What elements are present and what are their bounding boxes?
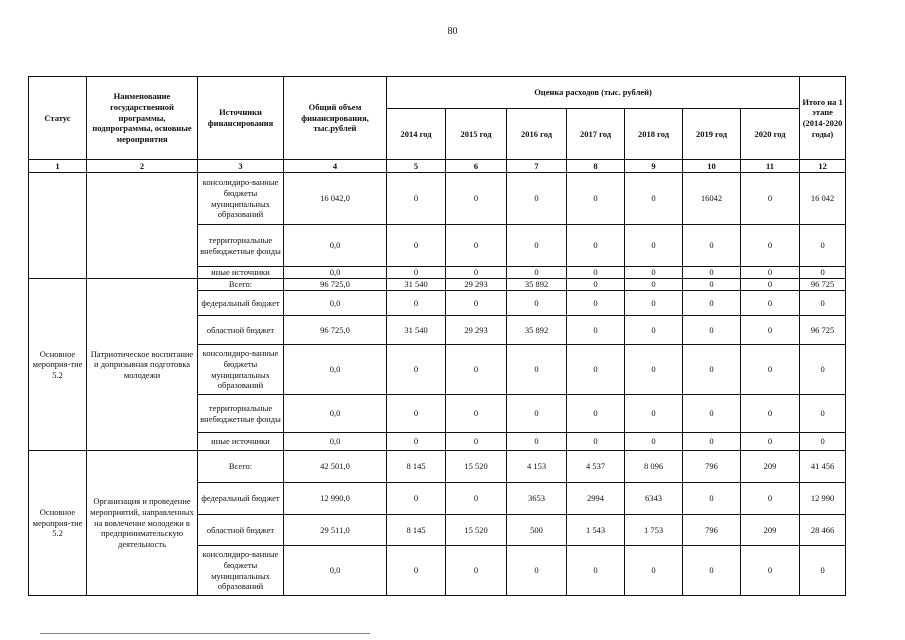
year-value-cell: 0 xyxy=(567,546,625,596)
header-total-stage: Итого на 1 этапе (2014-2020 годы) xyxy=(800,77,846,160)
year-value-cell: 0 xyxy=(446,173,507,225)
column-number: 5 xyxy=(387,160,446,173)
stage-total-cell: 16 042 xyxy=(800,173,846,225)
column-number-row xyxy=(29,160,846,173)
year-value-cell: 0 xyxy=(683,267,741,279)
stage-total-cell: 96 725 xyxy=(800,279,846,291)
year-value-cell: 0 xyxy=(446,546,507,596)
year-value-cell: 0 xyxy=(741,279,800,291)
year-value-cell: 0 xyxy=(741,173,800,225)
year-value-cell: 0 xyxy=(507,345,567,395)
year-value-cell: 0 xyxy=(507,433,567,451)
total-volume-cell: 0,0 xyxy=(284,395,387,433)
total-volume-cell: 0,0 xyxy=(284,225,387,267)
total-volume-cell: 0,0 xyxy=(284,546,387,596)
column-number: 1 xyxy=(29,160,87,173)
stage-total-cell: 0 xyxy=(800,395,846,433)
year-value-cell: 6343 xyxy=(625,483,683,515)
year-value-cell: 0 xyxy=(625,279,683,291)
year-value-cell: 8 145 xyxy=(387,515,446,546)
column-number: 12 xyxy=(800,160,846,173)
year-value-cell: 0 xyxy=(625,316,683,345)
table-row xyxy=(29,173,846,225)
year-value-cell: 0 xyxy=(567,267,625,279)
year-value-cell: 15 520 xyxy=(446,515,507,546)
year-value-cell: 4 153 xyxy=(507,451,567,483)
year-value-cell: 0 xyxy=(387,546,446,596)
source-cell: федеральный бюджет xyxy=(198,291,284,316)
source-cell: территориальные внебюджетные фонды xyxy=(198,395,284,433)
year-value-cell: 1 753 xyxy=(625,515,683,546)
year-value-cell: 8 145 xyxy=(387,451,446,483)
year-value-cell: 0 xyxy=(683,546,741,596)
year-value-cell: 209 xyxy=(741,515,800,546)
program-name-cell xyxy=(87,173,198,279)
total-volume-cell: 0,0 xyxy=(284,345,387,395)
stage-total-cell: 0 xyxy=(800,225,846,267)
total-volume-cell: 0,0 xyxy=(284,433,387,451)
source-cell: консолидиро-ванные бюджеты муниципальных образований xyxy=(198,345,284,395)
column-number: 2 xyxy=(87,160,198,173)
stage-total-cell: 0 xyxy=(800,433,846,451)
header-year: 2020 год xyxy=(741,109,800,160)
source-cell: территориальные внебюджетные фонды xyxy=(198,225,284,267)
column-number: 10 xyxy=(683,160,741,173)
year-value-cell: 0 xyxy=(741,316,800,345)
year-value-cell: 0 xyxy=(683,316,741,345)
year-value-cell: 15 520 xyxy=(446,451,507,483)
year-value-cell: 0 xyxy=(387,267,446,279)
year-value-cell: 3653 xyxy=(507,483,567,515)
source-cell: консолидиро-ванные бюджеты муниципальных образований xyxy=(198,173,284,225)
year-value-cell: 4 537 xyxy=(567,451,625,483)
year-value-cell: 0 xyxy=(387,173,446,225)
header-estimate: Оценка расходов (тыс. рублей) xyxy=(387,77,800,109)
column-number: 7 xyxy=(507,160,567,173)
year-value-cell: 31 540 xyxy=(387,316,446,345)
source-cell: иные источники xyxy=(198,267,284,279)
source-cell: областной бюджет xyxy=(198,316,284,345)
year-value-cell: 0 xyxy=(567,316,625,345)
header-year: 2014 год xyxy=(387,109,446,160)
year-value-cell: 0 xyxy=(741,267,800,279)
status-cell: Основное мероприя-тие 5.2 xyxy=(29,451,87,596)
year-value-cell: 16042 xyxy=(683,173,741,225)
year-value-cell: 0 xyxy=(567,433,625,451)
stage-total-cell: 41 456 xyxy=(800,451,846,483)
year-value-cell: 0 xyxy=(507,173,567,225)
year-value-cell: 0 xyxy=(625,173,683,225)
source-cell: федеральный бюджет xyxy=(198,483,284,515)
year-value-cell: 35 892 xyxy=(507,316,567,345)
year-value-cell: 0 xyxy=(446,291,507,316)
year-value-cell: 0 xyxy=(683,291,741,316)
year-value-cell: 0 xyxy=(387,291,446,316)
stage-total-cell: 96 725 xyxy=(800,316,846,345)
header-sources: Источники финансирования xyxy=(198,77,284,160)
total-volume-cell: 96 725,0 xyxy=(284,279,387,291)
table-body xyxy=(29,173,846,596)
year-value-cell: 0 xyxy=(446,267,507,279)
source-cell: иные источники xyxy=(198,433,284,451)
year-value-cell: 0 xyxy=(567,225,625,267)
column-number: 3 xyxy=(198,160,284,173)
year-value-cell: 0 xyxy=(683,345,741,395)
year-value-cell: 0 xyxy=(741,225,800,267)
year-value-cell: 0 xyxy=(683,279,741,291)
year-value-cell: 0 xyxy=(507,225,567,267)
year-value-cell: 35 892 xyxy=(507,279,567,291)
year-value-cell: 0 xyxy=(683,395,741,433)
budget-table xyxy=(28,76,846,596)
year-value-cell: 0 xyxy=(625,433,683,451)
year-value-cell: 29 293 xyxy=(446,316,507,345)
year-value-cell: 0 xyxy=(741,433,800,451)
year-value-cell: 0 xyxy=(387,395,446,433)
program-name-cell: Организация и проведение мероприятий, направленных на вовлечение молодежи в предпринимательскую деятельность xyxy=(87,451,198,596)
column-number: 4 xyxy=(284,160,387,173)
year-value-cell: 0 xyxy=(387,225,446,267)
year-value-cell: 0 xyxy=(446,395,507,433)
stage-total-cell: 0 xyxy=(800,267,846,279)
page-number: 80 xyxy=(447,26,458,37)
year-value-cell: 0 xyxy=(625,345,683,395)
year-value-cell: 0 xyxy=(567,279,625,291)
header-year: 2019 год xyxy=(683,109,741,160)
year-value-cell: 0 xyxy=(446,433,507,451)
total-volume-cell: 0,0 xyxy=(284,291,387,316)
year-value-cell: 0 xyxy=(567,291,625,316)
year-value-cell: 0 xyxy=(567,395,625,433)
year-value-cell: 500 xyxy=(507,515,567,546)
source-cell: консолидиро-ванные бюджеты муниципальных образований xyxy=(198,546,284,596)
stage-total-cell: 28 466 xyxy=(800,515,846,546)
year-value-cell: 0 xyxy=(741,546,800,596)
year-value-cell: 31 540 xyxy=(387,279,446,291)
year-value-cell: 0 xyxy=(741,291,800,316)
year-value-cell: 0 xyxy=(741,345,800,395)
source-cell: Всего: xyxy=(198,279,284,291)
scan-edge-line xyxy=(40,633,370,634)
year-value-cell: 0 xyxy=(683,483,741,515)
year-value-cell: 8 096 xyxy=(625,451,683,483)
total-volume-cell: 96 725,0 xyxy=(284,316,387,345)
header-year: 2016 год xyxy=(507,109,567,160)
year-value-cell: 0 xyxy=(625,395,683,433)
stage-total-cell: 0 xyxy=(800,546,846,596)
source-cell: Всего: xyxy=(198,451,284,483)
stage-total-cell: 0 xyxy=(800,345,846,395)
header-total-volume: Общий объем финансирования, тыс.рублей xyxy=(284,77,387,160)
year-value-cell: 0 xyxy=(387,345,446,395)
year-value-cell: 0 xyxy=(446,345,507,395)
year-value-cell: 0 xyxy=(567,173,625,225)
year-value-cell: 2994 xyxy=(567,483,625,515)
year-value-cell: 0 xyxy=(446,225,507,267)
year-value-cell: 209 xyxy=(741,451,800,483)
status-cell: Основное мероприя-тие 5.2 xyxy=(29,279,87,451)
year-value-cell: 0 xyxy=(507,546,567,596)
year-value-cell: 0 xyxy=(567,345,625,395)
header-year: 2018 год xyxy=(625,109,683,160)
header-row-1 xyxy=(29,77,846,109)
year-value-cell: 0 xyxy=(741,483,800,515)
status-cell xyxy=(29,173,87,279)
column-number: 8 xyxy=(567,160,625,173)
total-volume-cell: 16 042,0 xyxy=(284,173,387,225)
year-value-cell: 0 xyxy=(625,225,683,267)
total-volume-cell: 29 511,0 xyxy=(284,515,387,546)
stage-total-cell: 12 990 xyxy=(800,483,846,515)
total-volume-cell: 42 501,0 xyxy=(284,451,387,483)
program-name-cell: Патриотическое воспитание и допризывная подготовка молодежи xyxy=(87,279,198,451)
header-year: 2015 год xyxy=(446,109,507,160)
year-value-cell: 0 xyxy=(683,225,741,267)
year-value-cell: 0 xyxy=(446,483,507,515)
header-year: 2017 год xyxy=(567,109,625,160)
header-status: Статус xyxy=(29,77,87,160)
year-value-cell: 0 xyxy=(625,267,683,279)
year-value-cell: 0 xyxy=(683,433,741,451)
table-row xyxy=(29,451,846,483)
column-number: 11 xyxy=(741,160,800,173)
year-value-cell: 796 xyxy=(683,515,741,546)
table-row xyxy=(29,279,846,291)
year-value-cell: 0 xyxy=(507,395,567,433)
total-volume-cell: 0,0 xyxy=(284,267,387,279)
source-cell: областной бюджет xyxy=(198,515,284,546)
year-value-cell: 29 293 xyxy=(446,279,507,291)
year-value-cell: 0 xyxy=(507,267,567,279)
year-value-cell: 1 543 xyxy=(567,515,625,546)
year-value-cell: 0 xyxy=(625,291,683,316)
total-volume-cell: 12 990,0 xyxy=(284,483,387,515)
column-number: 6 xyxy=(446,160,507,173)
header-name: Наименование государственной программы, подпрограммы, основные мероприятия xyxy=(87,77,198,160)
year-value-cell: 0 xyxy=(741,395,800,433)
stage-total-cell: 0 xyxy=(800,291,846,316)
year-value-cell: 0 xyxy=(625,546,683,596)
year-value-cell: 0 xyxy=(387,433,446,451)
year-value-cell: 0 xyxy=(387,483,446,515)
column-number: 9 xyxy=(625,160,683,173)
year-value-cell: 796 xyxy=(683,451,741,483)
year-value-cell: 0 xyxy=(507,291,567,316)
